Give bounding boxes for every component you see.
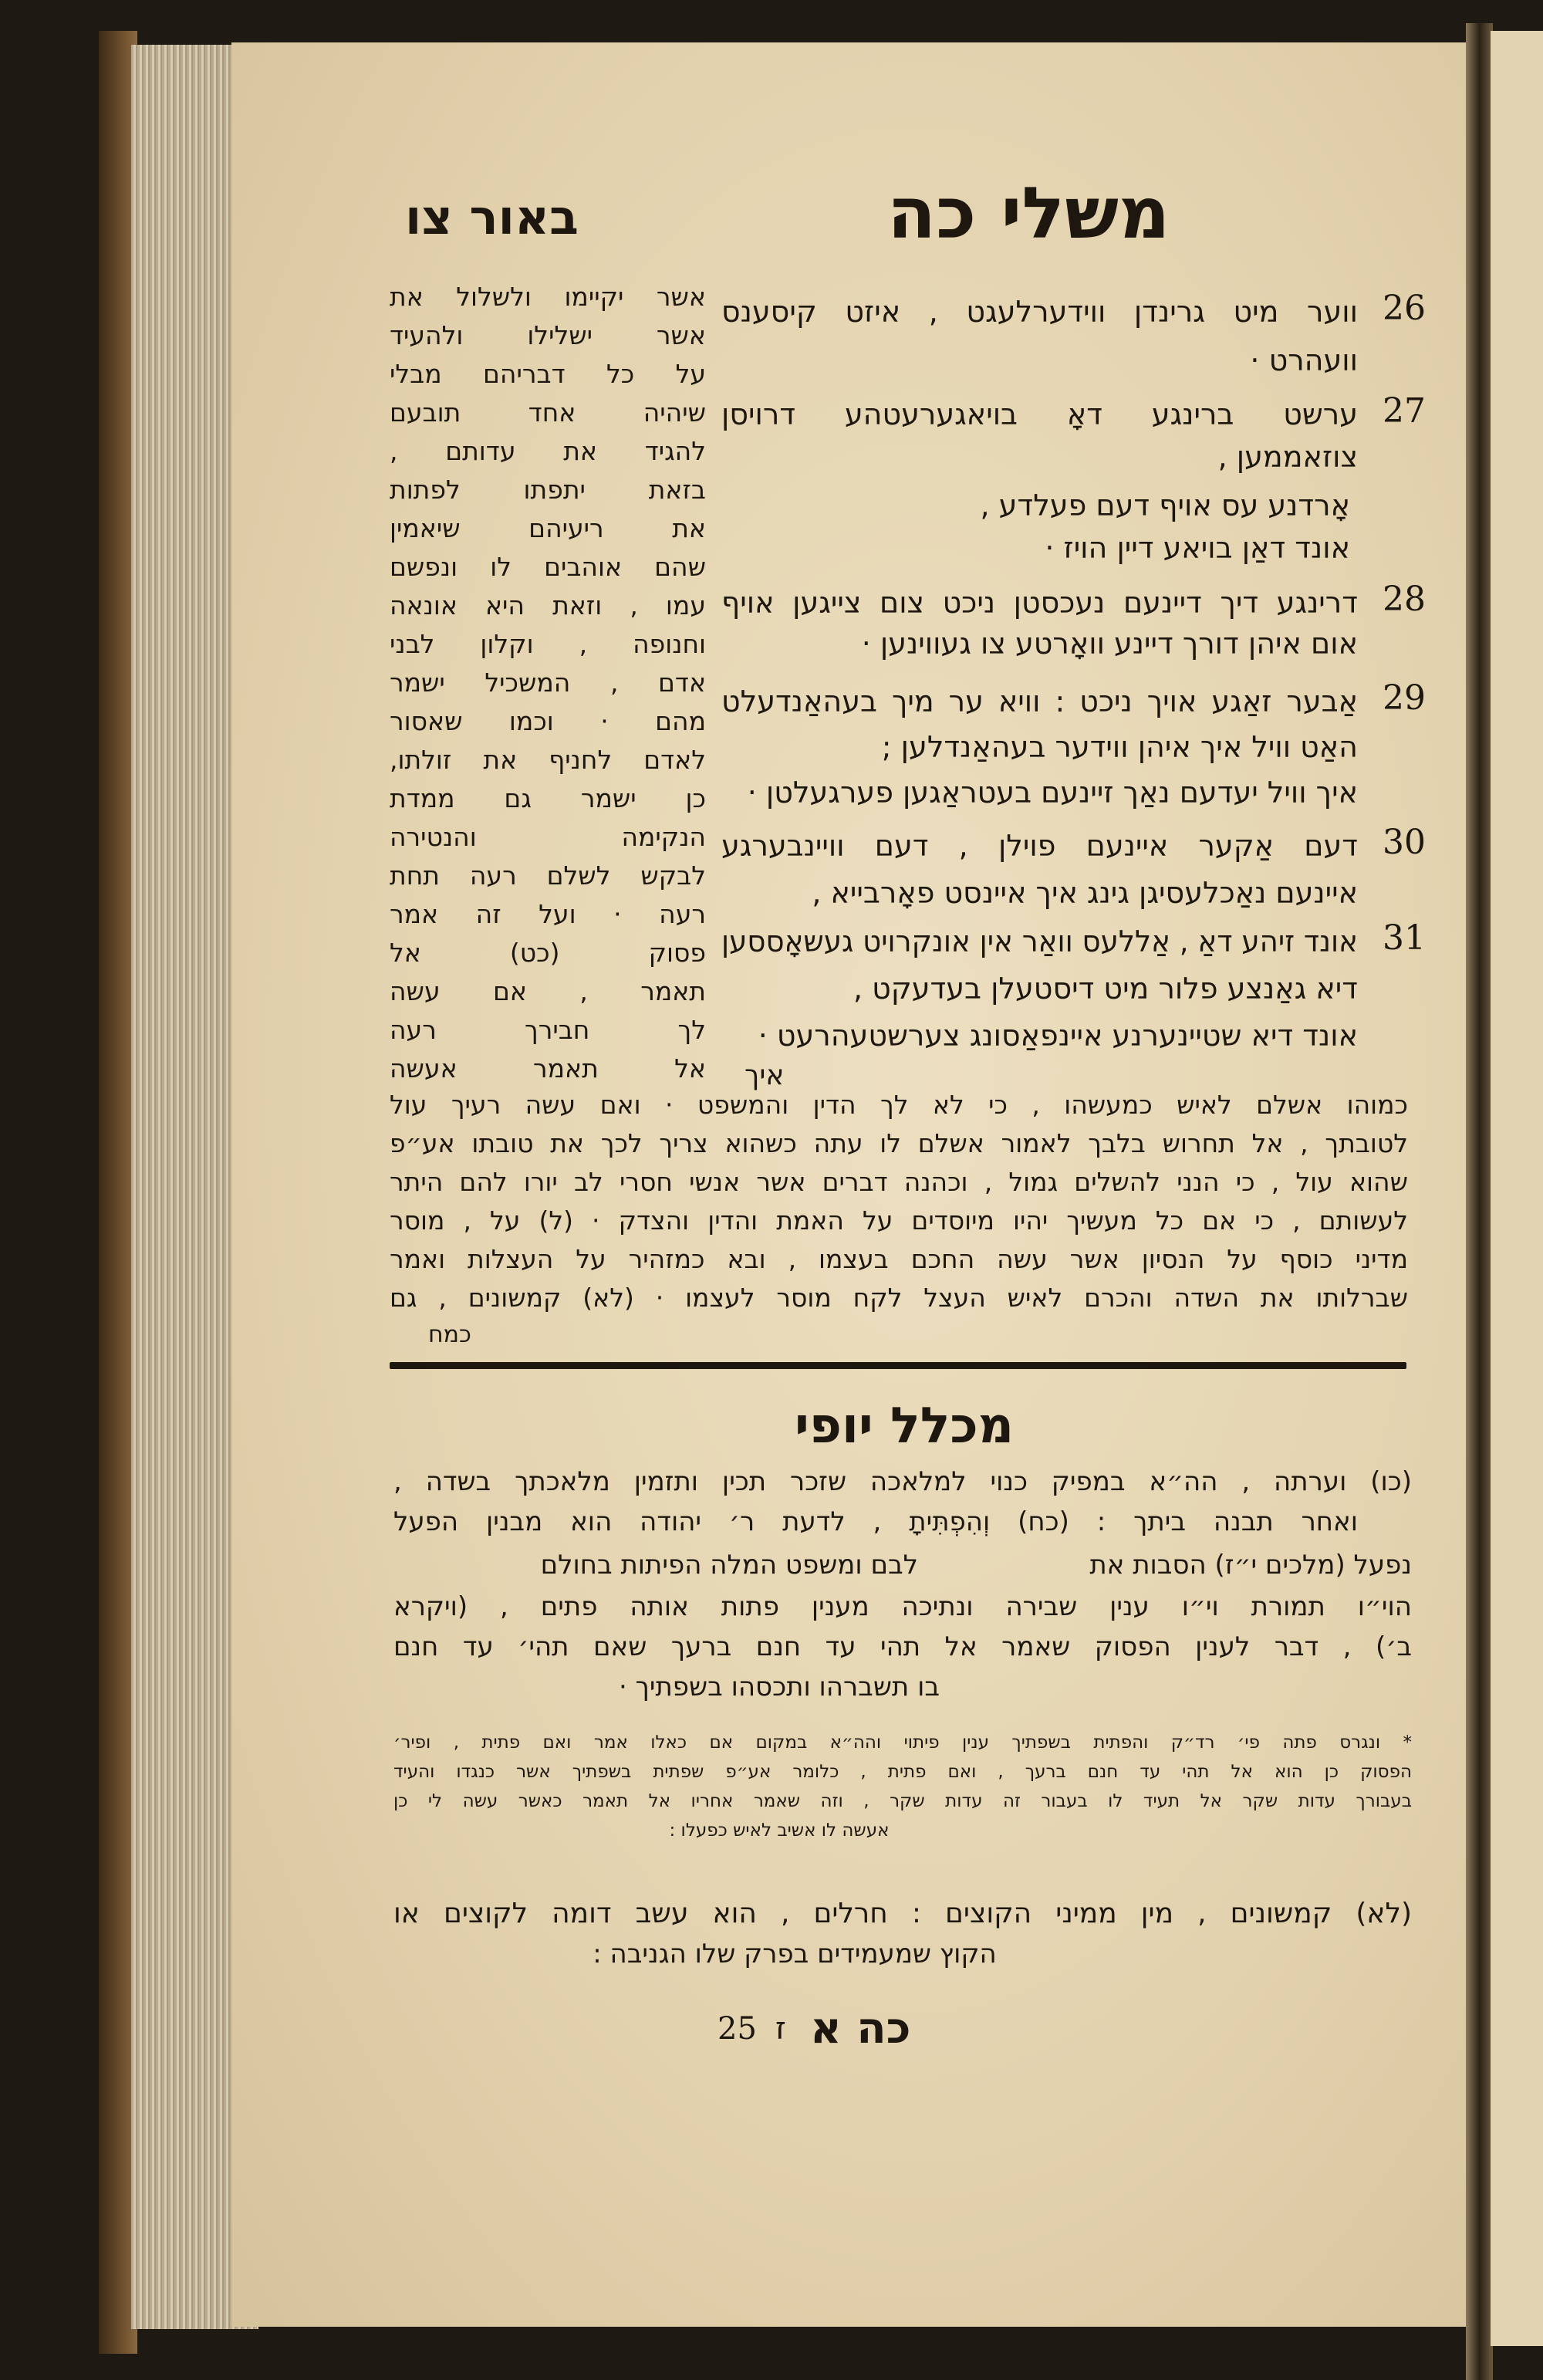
commentary-line: לאדם לחניף את זולתו, [390, 745, 706, 775]
footnote-line: אעשה לו אשיב לאיש כפעלו : [669, 1820, 890, 1841]
commentary-line: הנקימה והנטירה [390, 822, 706, 852]
verse-number: 31 [1383, 918, 1426, 958]
commentary-line: שיהיה אחד תובעם [390, 397, 706, 428]
verse-number: 26 [1383, 289, 1426, 328]
book-gutter [1466, 23, 1493, 2380]
verse-line: אום איהן דורך דיינע וואָרטע צו געווינען · [861, 627, 1358, 661]
section-line: הקוץ שמעמידים בפרק שלו הגניבה : [593, 1939, 997, 1969]
commentary-title: באור צו [405, 189, 579, 245]
verse-line: צוזאממען , [1217, 440, 1358, 474]
verse-line: אונד דאַן בויאע דיין הויז · [1045, 531, 1350, 565]
verse-number: 28 [1383, 580, 1426, 619]
commentary-line: אשר יקיימו ולשלול את [390, 282, 706, 312]
section-line: (כו) וערתה , הה״א במפיק כנוי למלאכה שזכר תכין ותזמין מלאכתך בשדה , [393, 1466, 1412, 1497]
catchword: איך [744, 1060, 785, 1091]
commentary-line: לך חבירך רעה [390, 1015, 706, 1045]
verse-line: איך וויל יעדעם נאַך זיינעם בעטראַגען פערגעלטן · [747, 776, 1358, 810]
commentary-line: עמו , וזאת היא אונאה [390, 590, 706, 620]
verse-number: 27 [1383, 391, 1426, 431]
section-line: בו תשברהו ותכסהו בשפתיך · [618, 1672, 940, 1702]
commentary-line: מדיני כוסף על הנסיון אשר עשה החכם בעצמו , ובא כמזהיר על העצלות ואמר [390, 1244, 1408, 1274]
catchword: כמח [428, 1321, 471, 1348]
section-line: ואחר תבנה ביתך : (כח) וְהִפְתִּיתָ , לדעת ר׳ יהודה הוא מבנין הפעל [393, 1506, 1358, 1537]
verse-line: וועהרט · [1250, 343, 1358, 377]
footnote-line: הפסוק כן הוא אל תהי עד חנם ברעך , ואם פתית , כלומר אע״פ שפתית בשפתיך אשר כנגדו והעיד [393, 1762, 1412, 1782]
commentary-line: וחנופה , וקלון לבני [390, 629, 706, 659]
verse-line: אונד זיהע דאַ , אַללעס וואַר אין אונקרויט געשאָססען [721, 925, 1358, 958]
facing-page-edge [1491, 31, 1543, 2346]
commentary-line: פסוק (כט) אל [390, 938, 706, 968]
footnote-line: * ונגרס פתה פי׳ רד״ק והפתית בשפתיך ענין פיתוי והה״א במקום אם כאלו אמר ואם פתית , ופיר׳ [393, 1733, 1412, 1753]
section-line: (לא) קמשונים , מין ממיני הקוצים : חרלים , הוא עשב דומה לקוצים או [393, 1898, 1412, 1929]
verse-line: דרינגע דיך דיינעם נעכסטן ניכט צום צייגען אויף [721, 586, 1358, 620]
verse-line: האַט וויל איך איהן ווידער בעהאַנדלען ; [881, 730, 1358, 764]
commentary-line: אשר ישלילו ולהעיד [390, 320, 706, 350]
verse-line: אָרדנע עס אויף דעם פעלדע , [980, 489, 1350, 522]
verse-line: דיא גאַנצע פלור מיט דיסטעלן בעדעקט , [853, 972, 1358, 1006]
signature-number: 25 [717, 2011, 757, 2047]
verse-line: אונד דיא שטיינערנע איינפאַסונג צערשטעהרעט · [758, 1019, 1358, 1053]
signature-mark: ז [775, 2011, 786, 2047]
section-line: ב׳) , דבר לענין הפסוק שאמר אל תהי עד חנם ברעך שאם תהי׳ עד חנם [393, 1631, 1412, 1662]
commentary-line: לעשותם , כי אם כל מעשיך יהיו מיוסדים על האמת והדין והצדק · (ל) על , מוסר [390, 1205, 1408, 1236]
commentary-line: על כל דבריהם מבלי [390, 359, 706, 389]
commentary-line: שהוא עול , כי הנני להשלים גמול , וכהנה דברים אשר אנשי חסרי לב יורו להם היתר [390, 1167, 1408, 1197]
commentary-line: רעה · ועל זה אמר [390, 899, 706, 929]
verse-line: איינעם נאַכלעסיגן גינג איך איינסט פאָרבייא , [812, 876, 1358, 910]
section-title: מכלל יופי [795, 1398, 1015, 1455]
commentary-line: שהם אוהבים לו ונפשם [390, 552, 706, 582]
commentary-line: לטובתך , אל תחרוש בלבך לאמור אשלם לו עתה כשהוא צריך לכך את טובתו אע״פ [390, 1128, 1408, 1158]
footnote-line: בעבורך עדות שקר אל תעיד לו בעבור זה עדות שקר , וזה שאמר אחריו אל תאמר כאשר עשה לי כן [393, 1791, 1412, 1811]
verse-number: 30 [1383, 823, 1426, 862]
commentary-line: את ריעיהם שיאמין [390, 513, 706, 543]
commentary-line: אל תאמר אעשה [390, 1053, 706, 1084]
commentary-line: כן ישמר גם ממדת [390, 783, 706, 813]
section-line: נפעל (מלכים י״ז) הסבות את [1089, 1550, 1412, 1580]
commentary-line: לבקש לשלם רעה תחת [390, 860, 706, 891]
signature-hebrew: כה א [810, 2003, 911, 2054]
commentary-line: בזאת יתפתו לפתות [390, 475, 706, 505]
page-title: משלי כה [887, 172, 1170, 255]
section-divider [390, 1362, 1406, 1369]
verse-number: 29 [1383, 678, 1426, 718]
verse-line: ווער מיט גרינדן ווידערלעגט , איזט קיסענס [721, 295, 1358, 329]
commentary-line: אדם , המשכיל ישמר [390, 668, 706, 698]
section-line: הוי״ו תמורת וי״ו ענין שבירה ונתיכה מענין פתות אותה פתים , (ויקרא [393, 1591, 1412, 1622]
commentary-line: כמוהו אשלם לאיש כמעשהו , כי לא לך הדין והמשפט · ואם עשה רעיך עול [390, 1090, 1408, 1120]
commentary-line: להגיד את עדותם , [390, 436, 706, 466]
commentary-line: שברלותו את השדה והכרם לאיש העצל לקח מוסר לעצמו · (לא) קמשונים , גם [390, 1283, 1408, 1313]
commentary-line: תאמר , אם עשה [390, 976, 706, 1006]
section-line: לבם ומשפט המלה הפיתות בחולם [540, 1550, 918, 1580]
verse-line: ערשט ברינגע דאָ בויאגערעטהע דרויסן [721, 397, 1358, 431]
verse-line: דעם אַקער איינעם פוילן , דעם וויינבערגע [721, 829, 1358, 863]
commentary-line: מהם · וכמו שאסור [390, 706, 706, 736]
verse-line: אַבער זאַגע אויך ניכט : וויא ער מיך בעהאַנדעלט [721, 685, 1358, 718]
